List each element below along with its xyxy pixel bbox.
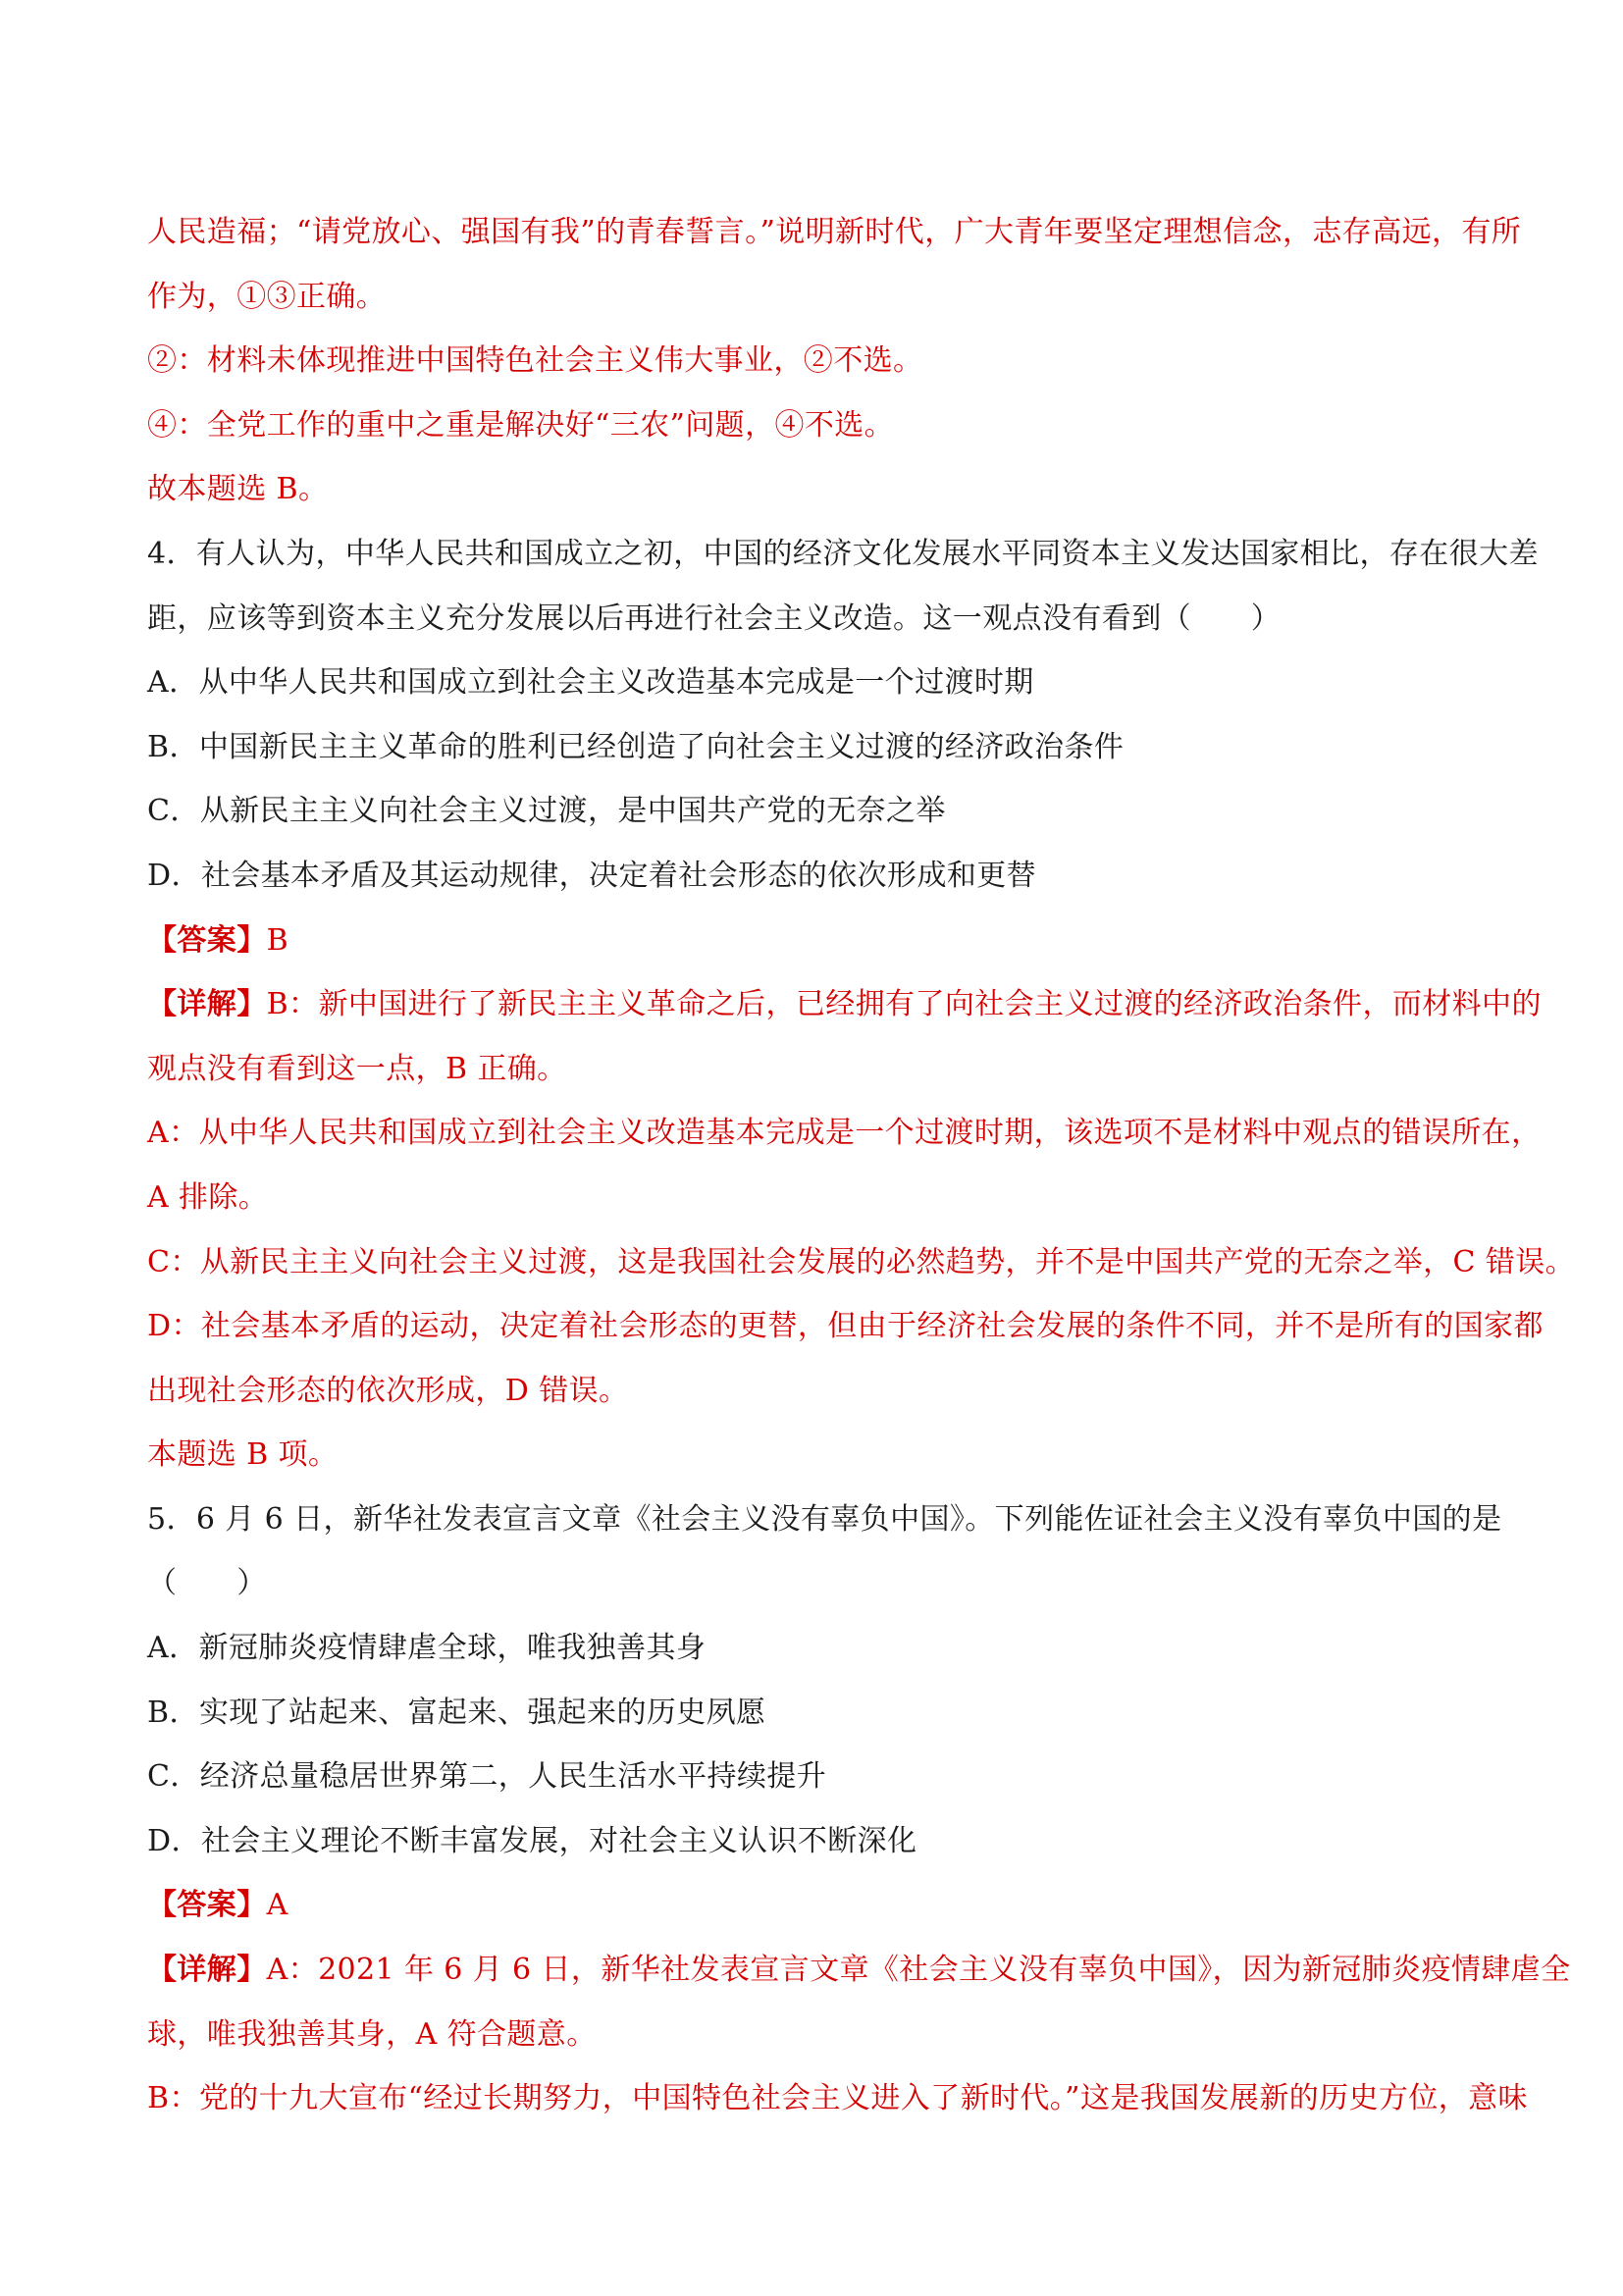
answer-value: B [266, 922, 289, 958]
q3-option-4-explanation: ④：全党工作的重中之重是解决好“三农”问题，④不选。 [147, 407, 895, 443]
q4-detail-line-2: 观点没有看到这一点，B 正确。 [147, 1051, 567, 1086]
detail-tag: 【详解】 [147, 1953, 267, 1988]
q4-detail-line-1 [147, 972, 1542, 1037]
q5-option-b-explanation: B：党的十九大宣布“经过长期努力，中国特色社会主义进入了新时代。”这是我国发展新的历史方位，意味 [147, 2081, 1528, 2116]
detail-text: A：2021 年 6 月 6 日，新华社发表宣言文章《社会主义没有辜负中国》，因为新冠肺炎疫情肆虐全 [266, 1953, 1571, 1988]
answer-value: A [266, 1888, 288, 1923]
q5-option-b: B．实现了站起来、富起来、强起来的历史夙愿 [147, 1695, 766, 1730]
q3-explanation-line-1: 人民造福；“请党放心、强国有我”的青春誓言。”说明新时代，广大青年要坚定理想信念，志存高远，有所 [147, 215, 1522, 249]
q5-option-a: A．新冠肺炎疫情肆虐全球，唯我独善其身 [147, 1631, 707, 1666]
q4-option-d-explanation-2: 出现社会形态的依次形成，D 错误。 [147, 1373, 629, 1408]
q4-option-a: A．从中华人民共和国成立到社会主义改造基本完成是一个过渡时期 [147, 665, 1034, 701]
q4-option-d-explanation-1: D：社会基本矛盾的运动，决定着社会形态的更替，但由于经济社会发展的条件不同，并不是所有的国家都 [147, 1309, 1544, 1344]
q5-answer [147, 1873, 1492, 1938]
q5-stem-line-2: （ ） [147, 1566, 267, 1601]
q4-option-c: C．从新民主主义向社会主义过渡，是中国共产党的无奈之举 [147, 794, 946, 829]
q4-option-a-explanation-2: A 排除。 [147, 1179, 269, 1215]
q5-stem-line-1: 5．6 月 6 日，新华社发表宣言文章《社会主义没有辜负中国》。下列能佐证社会主义没有辜负中国的是 [147, 1501, 1502, 1537]
q4-answer [147, 909, 1492, 973]
answer-tag: 【答案】 [147, 1888, 267, 1923]
document-page [147, 200, 1576, 2131]
q5-detail-line-2: 球，唯我独善其身，A 符合题意。 [147, 2016, 597, 2052]
detail-text: B：新中国进行了新民主主义革命之后，已经拥有了向社会主义过渡的经济政治条件，而材料中的 [266, 987, 1542, 1022]
q4-option-b: B．中国新民主主义革命的胜利已经创造了向社会主义过渡的经济政治条件 [147, 729, 1125, 764]
q4-option-c-explanation: C：从新民主主义向社会主义过渡，这是我国社会发展的必然趋势，并不是中国共产党的无奈之举，C 错误。 [147, 1244, 1576, 1279]
q3-option-2-explanation: ②：材料未体现推进中国特色社会主义伟大事业，②不选。 [147, 343, 923, 379]
q3-conclusion: 故本题选 B。 [147, 472, 329, 507]
q4-conclusion: 本题选 B 项。 [147, 1437, 339, 1473]
q5-option-c: C．经济总量稳居世界第二，人民生活水平持续提升 [147, 1759, 827, 1795]
q4-stem-line-1: 4．有人认为，中华人民共和国成立之初，中国的经济文化发展水平同资本主义发达国家相比，存在很大差 [147, 536, 1539, 571]
q4-option-a-explanation-1: A：从中华人民共和国成立到社会主义改造基本完成是一个过渡时期，该选项不是材料中观点的错误所在， [147, 1116, 1542, 1151]
detail-tag: 【详解】 [147, 987, 267, 1022]
q5-option-d: D．社会主义理论不断丰富发展，对社会主义认识不断深化 [147, 1823, 917, 1858]
q4-stem-line-2: 距，应该等到资本主义充分发展以后再进行社会主义改造。这一观点没有看到（ ） [147, 600, 1282, 636]
answer-tag: 【答案】 [147, 922, 267, 958]
q3-explanation-line-2: 作为，①③正确。 [147, 279, 387, 314]
q5-detail-line-1 [147, 1938, 1571, 2003]
q4-option-d: D．社会基本矛盾及其运动规律，决定着社会形态的依次形成和更替 [147, 858, 1037, 893]
